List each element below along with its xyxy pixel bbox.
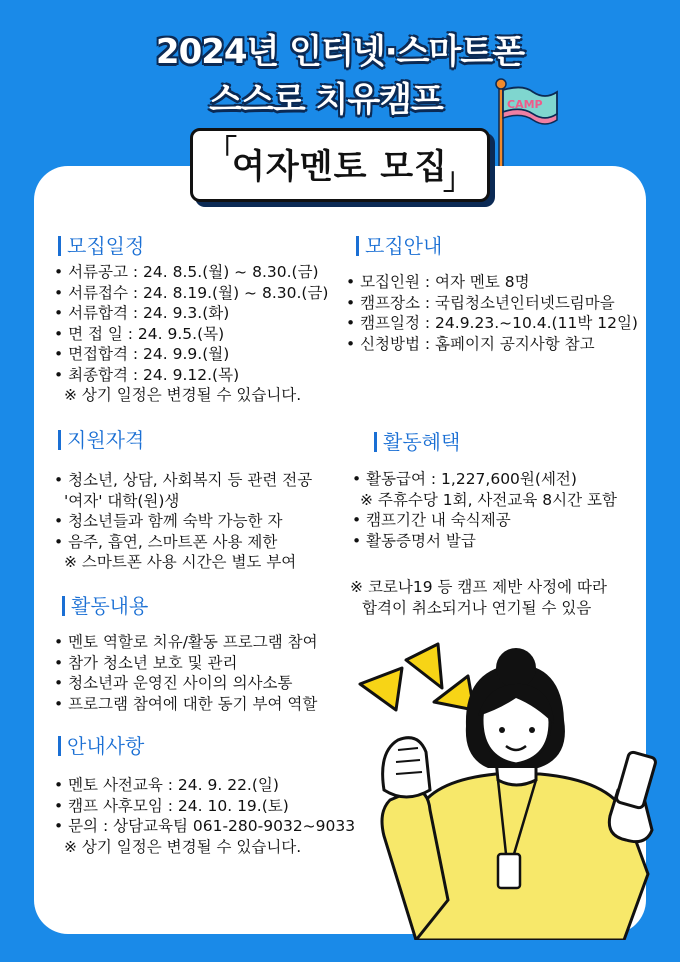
list-item: • 활동급여 : 1,227,600원(세전) (352, 470, 577, 488)
list-item: • 서류접수 : 24. 8.19.(월) ~ 8.30.(금) (54, 283, 329, 302)
woman-holding-phone-icon (356, 640, 666, 940)
list-item: • 문의 : 상담교육팀 061-280-9032~9033 (54, 817, 356, 835)
benefits-note (350, 577, 607, 618)
list-item: • 캠프장소 : 국립청소년인터넷드림마을 (346, 293, 615, 312)
banner-title: 여자멘토 모집 (232, 147, 448, 187)
section-heading-activities: 활동내용 (62, 596, 148, 616)
section-heading-recruit-info: 모집안내 (356, 236, 442, 256)
qualification-list (54, 470, 312, 573)
list-item: • 멘토 사전교육 : 24. 9. 22.(일) (54, 776, 279, 794)
list-item: • 청소년과 운영진 사이의 의사소통 (54, 674, 293, 692)
notice-list (54, 775, 355, 857)
list-item: • 서류공고 : 24. 8.5.(월) ~ 8.30.(금) (54, 263, 319, 281)
list-item: • 활동증명서 발급 (352, 531, 476, 550)
list-item: • 멘토 역할로 치유/활동 프로그램 참여 (54, 633, 318, 651)
list-item: • 캠프일정 : 24.9.23.~10.4.(11박 12일) (346, 314, 638, 332)
list-item: • 프로그램 참여에 대한 동기 부여 역할 (54, 694, 318, 713)
section-heading-benefits: 활동혜택 (374, 432, 460, 452)
list-item: • 참가 청소년 보호 및 관리 (54, 653, 238, 672)
page-title-line1: 2024년 인터넷·스마트폰 (155, 32, 525, 72)
section-heading-notice: 안내사항 (58, 736, 144, 756)
section-heading-schedule: 모집일정 (58, 236, 144, 256)
activities-list (54, 632, 318, 714)
list-item: • 신청방법 : 홈페이지 공지사항 참고 (346, 334, 595, 353)
page-title-line2: 스스로 치유캠프 (209, 80, 443, 120)
list-item: ※ 상기 일정은 변경될 수 있습니다. (64, 837, 302, 856)
list-item: • 음주, 흡연, 스마트폰 사용 제한 (54, 532, 278, 551)
list-item: ※ 상기 일정은 변경될 수 있습니다. (64, 386, 302, 404)
recruit-banner (190, 128, 490, 202)
list-item: • 서류합격 : 24. 9.3.(화) (54, 304, 230, 322)
list-item: ※ 주휴수당 1회, 사전교육 8시간 포함 (360, 490, 617, 509)
list-item: '여자' 대학(원)생 (64, 491, 180, 510)
list-item: • 캠프 사후모임 : 24. 10. 19.(토) (54, 796, 289, 815)
list-item: • 청소년들과 함께 숙박 가능한 자 (54, 512, 283, 530)
note-line: ※ 코로나19 등 캠프 제반 사정에 따라 (350, 578, 607, 596)
bracket-open: 「 (207, 134, 237, 169)
list-item: • 최종합격 : 24. 9.12.(목) (54, 365, 240, 384)
flag-label: CAMP (507, 98, 543, 111)
bracket-close: 」 (443, 162, 473, 197)
note-line: 합격이 취소되거나 연기될 수 있음 (362, 598, 592, 617)
list-item: • 캠프기간 내 숙식제공 (352, 511, 511, 529)
benefits-list (352, 469, 617, 551)
list-item: • 모집인원 : 여자 멘토 8명 (346, 273, 530, 291)
list-item: • 면접합격 : 24. 9.9.(월) (54, 345, 230, 363)
schedule-list (54, 262, 328, 406)
list-item: • 면 접 일 : 24. 9.5.(목) (54, 324, 225, 343)
recruit-info-list (346, 272, 638, 354)
section-heading-qualification: 지원자격 (58, 430, 144, 450)
list-item: ※ 스마트폰 사용 시간은 별도 부여 (64, 553, 297, 571)
list-item: • 청소년, 상담, 사회복지 등 관련 전공 (54, 471, 313, 489)
camp-flag-icon (493, 78, 559, 168)
